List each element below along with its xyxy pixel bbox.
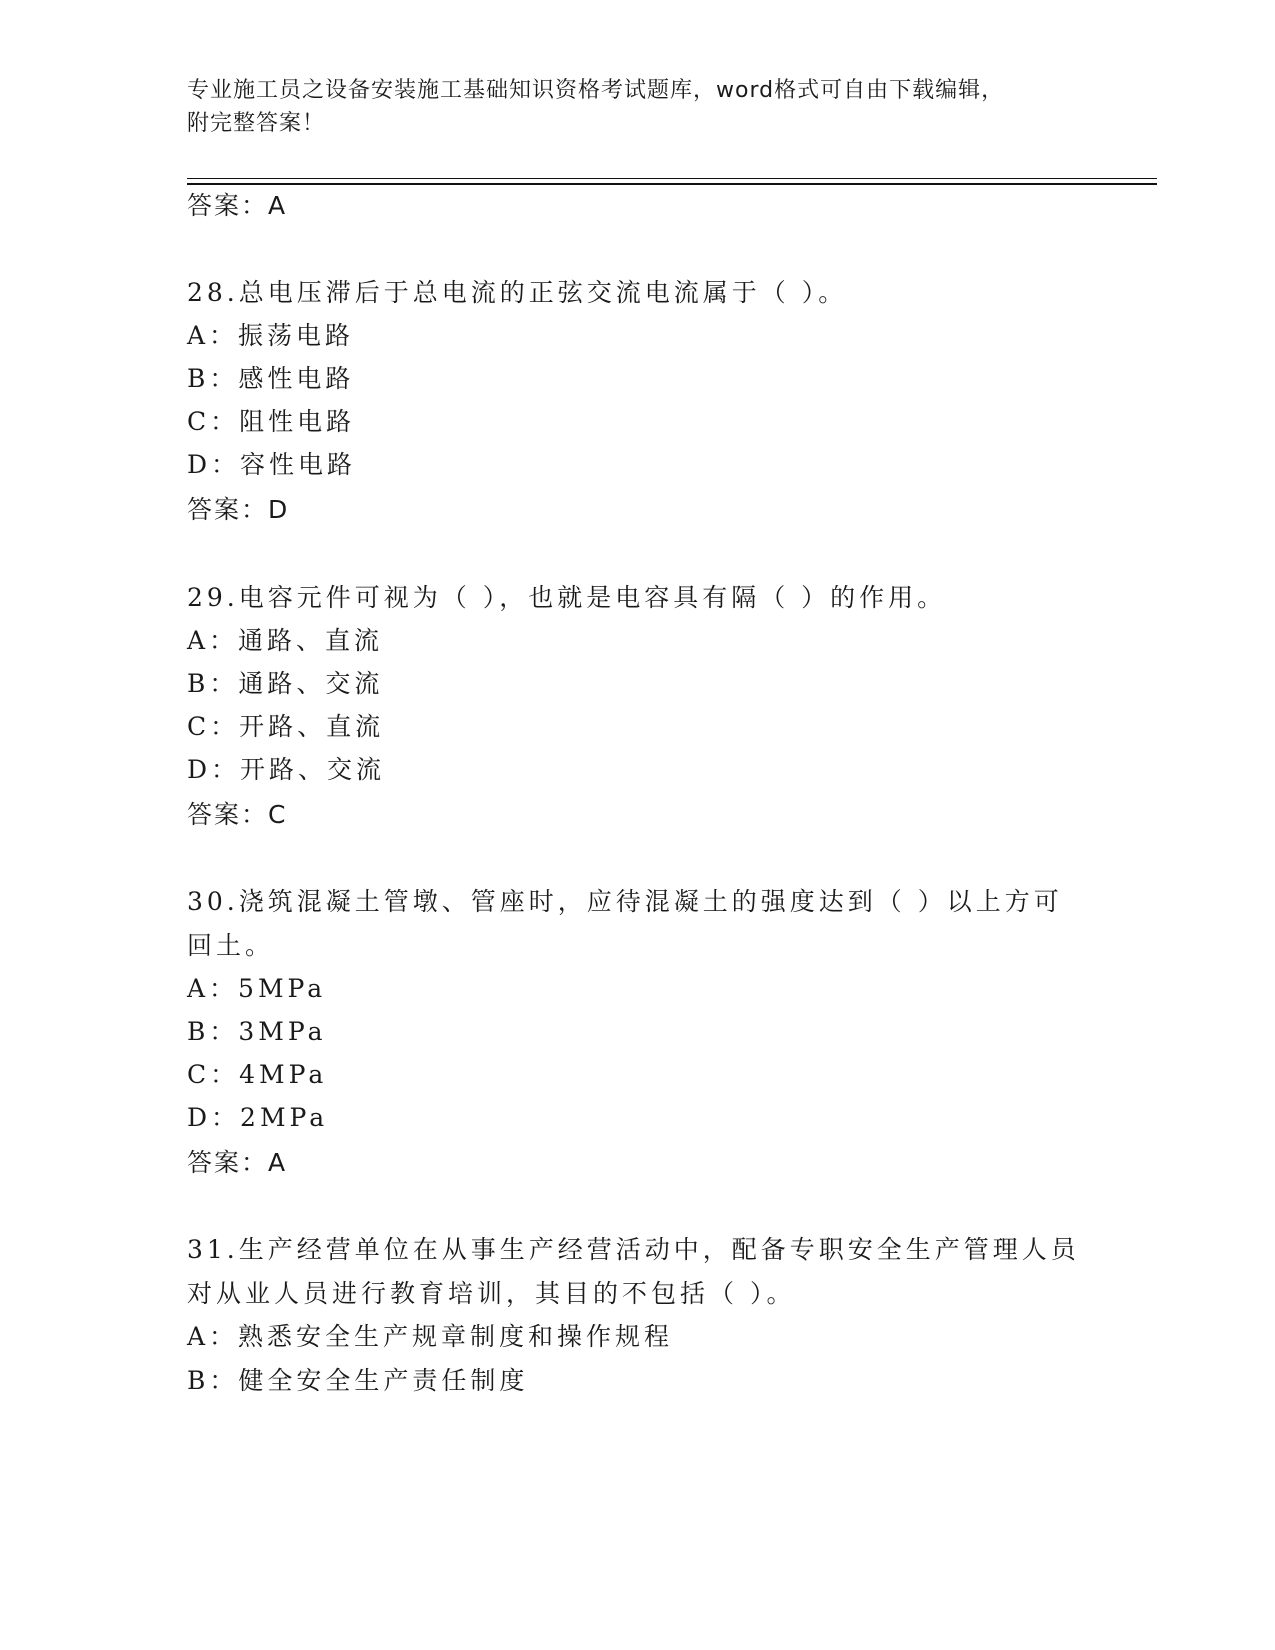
document-header [187,74,1067,140]
question-29: 29.电容元件可视为（ ），也就是电容具有隔（ ）的作用。 [187,583,947,612]
option-28-c: C：阻性电路 [187,407,356,436]
answer-29: 答案：C [187,800,288,829]
option-28-a: A：振荡电路 [187,321,355,350]
option-29-b: B：通路、交流 [187,669,384,698]
option-30-c: C：4MPa [187,1060,328,1089]
option-29-d: D：开路、交流 [187,755,386,784]
header-divider-thick [187,183,1157,185]
option-31-a: A：熟悉安全生产规章制度和操作规程 [187,1322,674,1351]
answer-30: 答案：A [187,1148,288,1177]
question-30-line-2: 回土。 [187,931,275,960]
option-31-b: B：健全安全生产责任制度 [187,1366,529,1395]
question-31-line-1: 31.生产经营单位在从事生产经营活动中，配备专职安全生产管理人员 [187,1235,1080,1264]
header-line-1: 专业施工员之设备安装施工基础知识资格考试题库，word格式可自由下载编辑， [187,78,1005,103]
option-30-a: A：5MPa [187,974,327,1003]
question-30-line-1: 30.浇筑混凝土管墩、管座时，应待混凝土的强度达到（ ）以上方可 [187,887,1063,916]
header-line-2: 附完整答案！ [187,111,326,136]
option-28-d: D：容性电路 [187,450,357,479]
question-28: 28.总电压滞后于总电流的正弦交流电流属于（ ）。 [187,278,848,307]
option-29-a: A：通路、直流 [187,626,384,655]
header-divider-thin [187,178,1157,179]
option-30-b: B：3MPa [187,1017,327,1046]
option-30-d: D：2MPa [187,1103,329,1132]
question-31-line-2: 对从业人员进行教育培训，其目的不包括（ ）。 [187,1279,796,1308]
option-28-b: B：感性电路 [187,364,355,393]
answer-28: 答案：D [187,495,290,524]
option-29-c: C：开路、直流 [187,712,385,741]
answer-27: 答案：A [187,191,288,220]
